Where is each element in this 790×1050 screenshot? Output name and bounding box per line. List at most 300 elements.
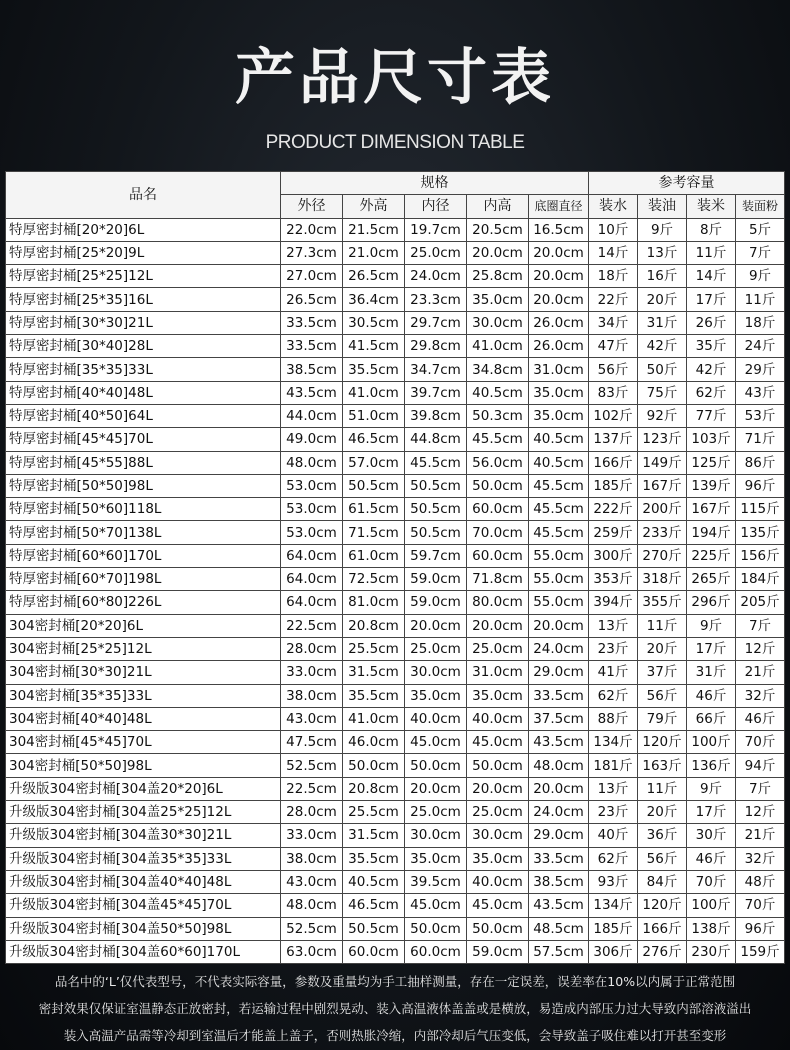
table-row (6, 707, 785, 730)
table-cell: 100斤 (687, 894, 736, 917)
table-cell: 125斤 (687, 451, 736, 474)
table-cell: 233斤 (638, 521, 687, 544)
table-cell: 48.0cm (529, 754, 589, 777)
table-cell: 103斤 (687, 428, 736, 451)
header-water: 装水 (589, 195, 638, 218)
table-cell: 71斤 (736, 428, 785, 451)
table-cell: 30斤 (687, 824, 736, 847)
table-cell: 25.0cm (405, 637, 467, 660)
table-cell: 24斤 (736, 335, 785, 358)
table-cell: 41.5cm (343, 335, 405, 358)
product-name-cell: 升级版304密封桶[304盖60*60]170L (6, 940, 281, 963)
product-name-cell: 304密封桶[20*20]6L (6, 614, 281, 637)
table-cell: 50.5cm (405, 521, 467, 544)
table-cell: 51.0cm (343, 404, 405, 427)
table-cell: 24.0cm (529, 637, 589, 660)
table-cell: 270斤 (638, 544, 687, 567)
table-cell: 49.0cm (281, 428, 343, 451)
table-cell: 12斤 (736, 637, 785, 660)
table-cell: 25.0cm (405, 241, 467, 264)
table-cell: 33.5cm (529, 847, 589, 870)
table-cell: 66斤 (687, 707, 736, 730)
table-cell: 96斤 (736, 917, 785, 940)
product-name-cell: 特厚密封桶[50*60]118L (6, 498, 281, 521)
table-cell: 16.5cm (529, 218, 589, 241)
table-cell: 27.3cm (281, 241, 343, 264)
table-cell: 48.0cm (281, 451, 343, 474)
table-cell: 31.0cm (529, 358, 589, 381)
note-line: 密封效果仅保证室温静态正放密封，若运输过程中剧烈晃动、装入高温液体盖盖或是横放，易造成内部压力过大导致内部溶液溢出 (38, 1001, 752, 1016)
table-row (6, 591, 785, 614)
table-cell: 50.0cm (467, 754, 529, 777)
product-name-cell: 升级版304密封桶[304盖30*30]21L (6, 824, 281, 847)
table-cell: 12斤 (736, 801, 785, 824)
table-cell: 20斤 (638, 801, 687, 824)
table-cell: 50.5cm (405, 498, 467, 521)
table-body (6, 218, 785, 964)
table-cell: 43.5cm (529, 894, 589, 917)
table-cell: 259斤 (589, 521, 638, 544)
table-cell: 72.5cm (343, 568, 405, 591)
table-cell: 35.0cm (529, 404, 589, 427)
table-cell: 20.0cm (529, 777, 589, 800)
table-cell: 35.5cm (343, 684, 405, 707)
table-cell: 185斤 (589, 474, 638, 497)
table-row (6, 311, 785, 334)
table-cell: 43.0cm (281, 707, 343, 730)
table-cell: 102斤 (589, 404, 638, 427)
product-name-cell: 特厚密封桶[30*30]21L (6, 311, 281, 334)
table-cell: 20.0cm (529, 288, 589, 311)
product-name-cell: 特厚密封桶[60*80]226L (6, 591, 281, 614)
table-cell: 7斤 (736, 777, 785, 800)
product-name-cell: 升级版304密封桶[304盖50*50]98L (6, 917, 281, 940)
product-name-cell: 特厚密封桶[25*25]12L (6, 265, 281, 288)
table-cell: 53.0cm (281, 474, 343, 497)
table-cell: 43.0cm (281, 870, 343, 893)
product-name-cell: 升级版304密封桶[304盖40*40]48L (6, 870, 281, 893)
table-cell: 20.5cm (467, 218, 529, 241)
table-cell: 115斤 (736, 498, 785, 521)
table-cell: 8斤 (687, 218, 736, 241)
table-cell: 33.5cm (281, 311, 343, 334)
table-row (6, 661, 785, 684)
table-row (6, 917, 785, 940)
table-cell: 35.0cm (405, 684, 467, 707)
product-name-cell: 特厚密封桶[45*45]70L (6, 428, 281, 451)
table-cell: 20.8cm (343, 777, 405, 800)
product-name-cell: 特厚密封桶[50*70]138L (6, 521, 281, 544)
table-cell: 37.5cm (529, 707, 589, 730)
table-cell: 30.5cm (343, 311, 405, 334)
table-cell: 48斤 (736, 870, 785, 893)
table-cell: 71.8cm (467, 568, 529, 591)
table-cell: 25.0cm (467, 637, 529, 660)
table-cell: 134斤 (589, 894, 638, 917)
product-name-cell: 特厚密封桶[60*70]198L (6, 568, 281, 591)
table-cell: 43.5cm (529, 731, 589, 754)
table-cell: 20.0cm (529, 614, 589, 637)
table-cell: 166斤 (638, 917, 687, 940)
note-line: 装入高温产品需等冷却到室温后才能盖上盖子，否则热胀冷缩，内部冷却后气压变低，会导致盖子吸住难以打开甚至变形 (63, 1028, 727, 1043)
table-cell: 11斤 (736, 288, 785, 311)
table-cell: 35.0cm (405, 847, 467, 870)
table-cell: 35.0cm (529, 381, 589, 404)
product-name-cell: 特厚密封桶[60*60]170L (6, 544, 281, 567)
table-cell: 25.0cm (405, 801, 467, 824)
table-cell: 55.0cm (529, 568, 589, 591)
table-cell: 60.0cm (467, 544, 529, 567)
table-cell: 53斤 (736, 404, 785, 427)
table-cell: 61.5cm (343, 498, 405, 521)
page-subtitle: PRODUCT DIMENSION TABLE (265, 132, 525, 153)
table-cell: 50.5cm (405, 474, 467, 497)
table-cell: 20.0cm (529, 241, 589, 264)
table-cell: 33.5cm (281, 335, 343, 358)
table-row (6, 754, 785, 777)
table-row (6, 637, 785, 660)
header-oil: 装油 (638, 195, 687, 218)
table-cell: 30.0cm (405, 824, 467, 847)
table-cell: 26.0cm (529, 311, 589, 334)
table-cell: 35斤 (687, 335, 736, 358)
table-cell: 18斤 (736, 311, 785, 334)
table-cell: 48.0cm (281, 894, 343, 917)
product-name-cell: 特厚密封桶[25*20]9L (6, 241, 281, 264)
table-cell: 48.5cm (529, 917, 589, 940)
table-cell: 28.0cm (281, 637, 343, 660)
product-name-cell: 升级版304密封桶[304盖25*25]12L (6, 801, 281, 824)
table-cell: 42斤 (638, 335, 687, 358)
table-cell: 62斤 (687, 381, 736, 404)
table-cell: 200斤 (638, 498, 687, 521)
table-cell: 156斤 (736, 544, 785, 567)
table-cell: 50.0cm (343, 754, 405, 777)
table-cell: 137斤 (589, 428, 638, 451)
product-name-cell: 304密封桶[50*50]98L (6, 754, 281, 777)
table-cell: 296斤 (687, 591, 736, 614)
table-cell: 50斤 (638, 358, 687, 381)
table-cell: 394斤 (589, 591, 638, 614)
table-cell: 84斤 (638, 870, 687, 893)
table-cell: 194斤 (687, 521, 736, 544)
table-cell: 40.0cm (467, 707, 529, 730)
table-cell: 10斤 (589, 218, 638, 241)
table-cell: 70斤 (687, 870, 736, 893)
table-cell: 11斤 (638, 614, 687, 637)
table-cell: 62斤 (589, 684, 638, 707)
table-cell: 123斤 (638, 428, 687, 451)
table-cell: 355斤 (638, 591, 687, 614)
table-cell: 13斤 (589, 777, 638, 800)
table-cell: 36.4cm (343, 288, 405, 311)
table-cell: 45.0cm (467, 731, 529, 754)
table-cell: 20.0cm (405, 614, 467, 637)
table-cell: 34.8cm (467, 358, 529, 381)
header-inner-diameter: 内径 (405, 195, 467, 218)
table-cell: 135斤 (736, 521, 785, 544)
table-cell: 32斤 (736, 684, 785, 707)
table-cell: 86斤 (736, 451, 785, 474)
header-base-diameter: 底圈直径 (529, 195, 589, 218)
table-cell: 9斤 (736, 265, 785, 288)
table-cell: 63.0cm (281, 940, 343, 963)
table-cell: 64.0cm (281, 544, 343, 567)
product-name-cell: 特厚密封桶[40*50]64L (6, 404, 281, 427)
table-cell: 265斤 (687, 568, 736, 591)
table-cell: 7斤 (736, 614, 785, 637)
table-cell: 26.5cm (281, 288, 343, 311)
table-cell: 26.0cm (529, 335, 589, 358)
table-cell: 56斤 (589, 358, 638, 381)
table-cell: 17斤 (687, 637, 736, 660)
table-cell: 167斤 (687, 498, 736, 521)
table-cell: 353斤 (589, 568, 638, 591)
table-cell: 166斤 (589, 451, 638, 474)
table-cell: 20.0cm (529, 265, 589, 288)
table-cell: 24.0cm (405, 265, 467, 288)
table-cell: 43斤 (736, 381, 785, 404)
table-cell: 50.0cm (467, 474, 529, 497)
table-cell: 18斤 (589, 265, 638, 288)
table-cell: 50.0cm (467, 917, 529, 940)
product-name-cell: 304密封桶[30*30]21L (6, 661, 281, 684)
table-cell: 300斤 (589, 544, 638, 567)
table-cell: 25.5cm (343, 801, 405, 824)
table-cell: 40.5cm (529, 428, 589, 451)
table-row (6, 847, 785, 870)
table-cell: 34斤 (589, 311, 638, 334)
table-cell: 23斤 (589, 637, 638, 660)
table-cell: 14斤 (589, 241, 638, 264)
table-cell: 93斤 (589, 870, 638, 893)
table-cell: 39.8cm (405, 404, 467, 427)
page-title: 产品尺寸表 (235, 43, 555, 113)
table-row (6, 801, 785, 824)
table-row (6, 241, 785, 264)
table-cell: 45.0cm (467, 894, 529, 917)
product-name-cell: 特厚密封桶[45*55]88L (6, 451, 281, 474)
table-cell: 46斤 (736, 707, 785, 730)
table-cell: 44.8cm (405, 428, 467, 451)
table-cell: 44.0cm (281, 404, 343, 427)
table-cell: 21斤 (736, 824, 785, 847)
header-capacity-group: 参考容量 (589, 172, 785, 195)
table-cell: 5斤 (736, 218, 785, 241)
notes (0, 968, 790, 1049)
table-cell: 30.0cm (467, 824, 529, 847)
table-cell: 47斤 (589, 335, 638, 358)
table-row (6, 288, 785, 311)
table-cell: 80.0cm (467, 591, 529, 614)
table-cell: 7斤 (736, 241, 785, 264)
table-cell: 35.5cm (343, 358, 405, 381)
table-cell: 94斤 (736, 754, 785, 777)
table-row (6, 684, 785, 707)
table-row (6, 568, 785, 591)
table-cell: 59.0cm (405, 591, 467, 614)
table-cell: 37斤 (638, 661, 687, 684)
table-cell: 22斤 (589, 288, 638, 311)
table-cell: 225斤 (687, 544, 736, 567)
table-cell: 53.0cm (281, 498, 343, 521)
table-cell: 70斤 (736, 894, 785, 917)
table-cell: 9斤 (687, 614, 736, 637)
table-row (6, 335, 785, 358)
table-cell: 163斤 (638, 754, 687, 777)
table-cell: 46.5cm (343, 428, 405, 451)
table-cell: 139斤 (687, 474, 736, 497)
table-cell: 25.5cm (343, 637, 405, 660)
table-cell: 40.5cm (343, 870, 405, 893)
table-cell: 61.0cm (343, 544, 405, 567)
table-cell: 31斤 (687, 661, 736, 684)
table-cell: 120斤 (638, 731, 687, 754)
table-cell: 71.5cm (343, 521, 405, 544)
header-rice: 装米 (687, 195, 736, 218)
table-cell: 40.5cm (529, 451, 589, 474)
table-cell: 13斤 (638, 241, 687, 264)
table-cell: 57.0cm (343, 451, 405, 474)
table-cell: 29.8cm (405, 335, 467, 358)
table-cell: 50.0cm (405, 917, 467, 940)
table-cell: 33.5cm (529, 684, 589, 707)
table-cell: 29.7cm (405, 311, 467, 334)
table-cell: 24.0cm (529, 801, 589, 824)
table-cell: 149斤 (638, 451, 687, 474)
table-cell: 26.5cm (343, 265, 405, 288)
table-cell: 30.0cm (467, 311, 529, 334)
table-cell: 50.5cm (343, 474, 405, 497)
table-cell: 40斤 (589, 824, 638, 847)
table-cell: 134斤 (589, 731, 638, 754)
table-cell: 56.0cm (467, 451, 529, 474)
table-cell: 56斤 (638, 684, 687, 707)
table-cell: 39.7cm (405, 381, 467, 404)
header-outer-diameter: 外径 (281, 195, 343, 218)
table-row (6, 614, 785, 637)
table-cell: 33.0cm (281, 824, 343, 847)
product-name-cell: 升级版304密封桶[304盖35*35]33L (6, 847, 281, 870)
table-cell: 52.5cm (281, 917, 343, 940)
table-cell: 60.0cm (405, 940, 467, 963)
header-flour: 装面粉 (736, 195, 785, 218)
product-name-cell: 特厚密封桶[35*35]33L (6, 358, 281, 381)
table-cell: 40.0cm (467, 870, 529, 893)
table-cell: 59.0cm (405, 568, 467, 591)
table-cell: 21斤 (736, 661, 785, 684)
table-cell: 88斤 (589, 707, 638, 730)
table-cell: 22.5cm (281, 614, 343, 637)
table-cell: 13斤 (589, 614, 638, 637)
product-name-cell: 304密封桶[40*40]48L (6, 707, 281, 730)
table-cell: 75斤 (638, 381, 687, 404)
table-cell: 20.0cm (467, 241, 529, 264)
table-cell: 57.5cm (529, 940, 589, 963)
table-cell: 45.0cm (405, 894, 467, 917)
table-row (6, 521, 785, 544)
table-cell: 45.5cm (529, 521, 589, 544)
table-cell: 46斤 (687, 847, 736, 870)
table-cell: 47.5cm (281, 731, 343, 754)
table-cell: 31斤 (638, 311, 687, 334)
table-row (6, 428, 785, 451)
table-cell: 62斤 (589, 847, 638, 870)
table-cell: 52.5cm (281, 754, 343, 777)
table-cell: 59.7cm (405, 544, 467, 567)
table-cell: 181斤 (589, 754, 638, 777)
table-cell: 306斤 (589, 940, 638, 963)
table-cell: 40.5cm (467, 381, 529, 404)
table-cell: 35.0cm (467, 847, 529, 870)
table-cell: 45.5cm (529, 498, 589, 521)
table-cell: 185斤 (589, 917, 638, 940)
table-cell: 43.5cm (281, 381, 343, 404)
product-name-cell: 特厚密封桶[50*50]98L (6, 474, 281, 497)
table-cell: 83斤 (589, 381, 638, 404)
table-cell: 31.5cm (343, 824, 405, 847)
table-row (6, 218, 785, 241)
table-cell: 30.0cm (405, 661, 467, 684)
product-name-cell: 升级版304密封桶[304盖20*20]6L (6, 777, 281, 800)
table-row (6, 544, 785, 567)
table-cell: 32斤 (736, 847, 785, 870)
table-cell: 35.0cm (467, 684, 529, 707)
table-cell: 29.0cm (529, 661, 589, 684)
table-cell: 28.0cm (281, 801, 343, 824)
table-cell: 56斤 (638, 847, 687, 870)
table-cell: 17斤 (687, 801, 736, 824)
table-cell: 34.7cm (405, 358, 467, 381)
table-cell: 41.0cm (343, 707, 405, 730)
table-cell: 21.5cm (343, 218, 405, 241)
table-cell: 31.0cm (467, 661, 529, 684)
table-cell: 45.5cm (529, 474, 589, 497)
table-cell: 46.0cm (343, 731, 405, 754)
table-cell: 20.0cm (467, 777, 529, 800)
table-cell: 19.7cm (405, 218, 467, 241)
table-cell: 70.0cm (467, 521, 529, 544)
table-cell: 55.0cm (529, 544, 589, 567)
product-name-cell: 特厚密封桶[20*20]6L (6, 218, 281, 241)
table-cell: 36斤 (638, 824, 687, 847)
table-cell: 20.8cm (343, 614, 405, 637)
table-cell: 46.5cm (343, 894, 405, 917)
table-cell: 39.5cm (405, 870, 467, 893)
table-cell: 40.0cm (405, 707, 467, 730)
table-cell: 79斤 (638, 707, 687, 730)
table-cell: 9斤 (687, 777, 736, 800)
table-cell: 25.8cm (467, 265, 529, 288)
table-cell: 167斤 (638, 474, 687, 497)
table-cell: 14斤 (687, 265, 736, 288)
table-cell: 184斤 (736, 568, 785, 591)
table-cell: 59.0cm (467, 940, 529, 963)
table-cell: 27.0cm (281, 265, 343, 288)
table-cell: 23斤 (589, 801, 638, 824)
table-cell: 64.0cm (281, 568, 343, 591)
table-cell: 22.5cm (281, 777, 343, 800)
table-cell: 42斤 (687, 358, 736, 381)
table-cell: 20斤 (638, 637, 687, 660)
table-cell: 23.3cm (405, 288, 467, 311)
table-cell: 81.0cm (343, 591, 405, 614)
header-spec-group: 规格 (281, 172, 589, 195)
table-row (6, 265, 785, 288)
product-name-cell: 304密封桶[35*35]33L (6, 684, 281, 707)
table-cell: 55.0cm (529, 591, 589, 614)
table-row (6, 824, 785, 847)
